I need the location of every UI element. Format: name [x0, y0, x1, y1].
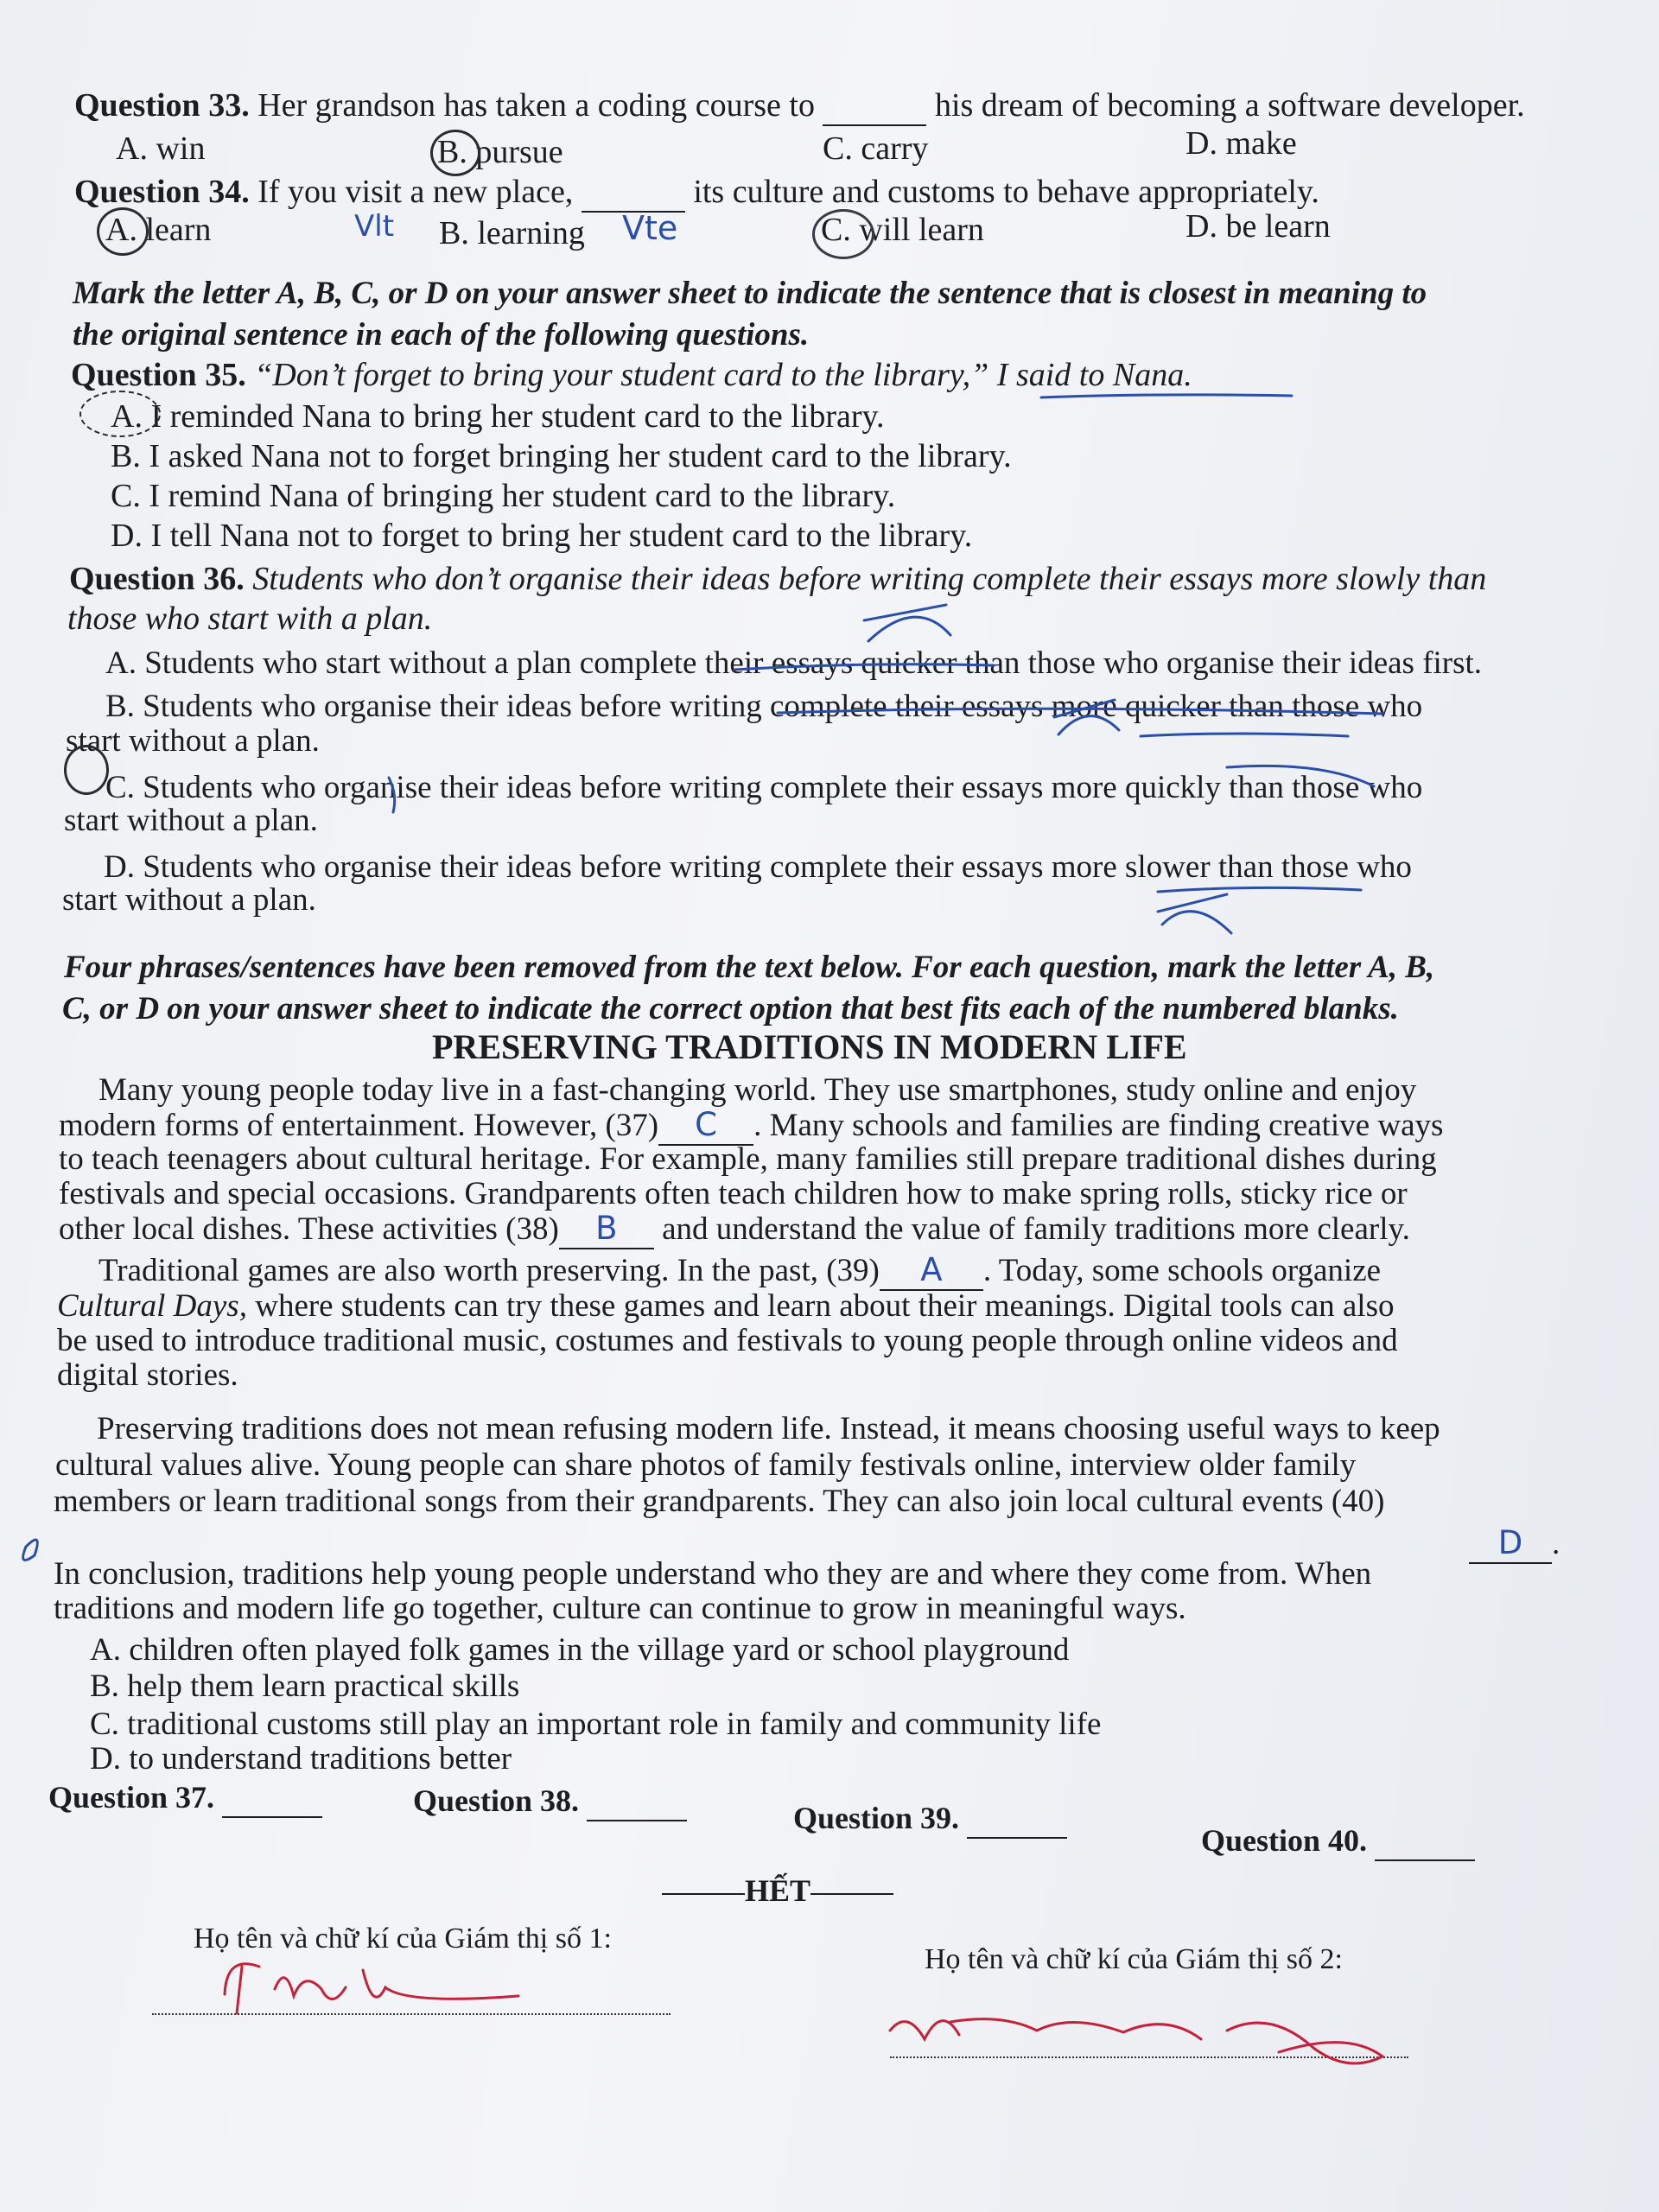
blank-40-answer: D: [1469, 1524, 1552, 1564]
q35-option-a: A. I reminded Nana to bring her student card to the library.: [111, 398, 885, 435]
p1-text-before-blank-38: other local dishes. These activities (38): [59, 1211, 559, 1247]
q35-option-d: D. I tell Nana not to forget to bring her student card to the library.: [111, 518, 973, 554]
q36-option-d-line-2: start without a plan.: [62, 882, 316, 918]
p2-line-4: digital stories.: [57, 1357, 238, 1393]
p3-line-1: Preserving traditions does not mean refusing modern life. Instead, it means choosing useful ways to keep: [97, 1411, 1440, 1446]
passage-option-d: D. to understand traditions better: [90, 1741, 512, 1777]
blank-37-answer: C: [658, 1106, 753, 1146]
blank-39-answer: A: [880, 1251, 983, 1291]
end-mark-text: HẾT: [745, 1873, 811, 1908]
question-35-stem: “Don’t forget to bring your student card to the library,” I said to Nana.: [254, 357, 1192, 393]
underline-stroke: [734, 664, 994, 670]
p1-text-before-blank-37: modern forms of entertainment. However, (37): [59, 1108, 659, 1143]
q36-option-c-line-2: start without a plan.: [64, 803, 318, 838]
q34-option-a: A. learn: [105, 212, 212, 248]
pen-scribble: [23, 1540, 38, 1560]
q36-option-a: A. Students who start without a plan complete their essays quicker than those who organise their ideas first.: [105, 645, 1483, 681]
pen-tick: [389, 778, 395, 812]
p2-text-after-blank-39: . Today, some schools organize: [982, 1253, 1382, 1288]
p1-line-1: Many young people today live in a fast-changing world. They use smartphones, study online and enjoy: [99, 1072, 1417, 1108]
question-33-text-before: Her grandson has taken a coding course to: [257, 87, 815, 124]
answer-label-38-text: Question 38.: [413, 1783, 580, 1818]
blank-38-answer: B: [559, 1210, 654, 1249]
question-35-label: Question 35.: [71, 357, 246, 393]
q34-option-c: C. will learn: [821, 212, 984, 248]
question-36-stem-1: Students who don’t organise their ideas before writing complete their essays more slowly than: [252, 561, 1487, 597]
p1-text-after-blank-38: and understand the value of family traditions more clearly.: [662, 1211, 1410, 1247]
passage-title: PRESERVING TRADITIONS IN MODERN LIFE: [432, 1027, 1187, 1066]
q33-option-d: D. make: [1185, 125, 1297, 162]
p3-blank-40-period: .: [1552, 1526, 1560, 1561]
instruction-2-line-1: Four phrases/sentences have been removed from the text below. For each question, mark the letter A, B,: [64, 950, 1435, 985]
q35-option-b: B. I asked Nana not to forget bringing her student card to the library.: [111, 438, 1012, 474]
cross-mark: [864, 605, 950, 641]
proctor-1-label: Họ tên và chữ kí của Giám thị số 1:: [194, 1923, 612, 1955]
p2-text-before-blank-39: Traditional games are also worth preserving. In the past, (39): [99, 1253, 880, 1288]
cross-mark: [1158, 894, 1231, 933]
instruction-2-line-2: C, or D on your answer sheet to indicate the correct option that best fits each of the numbered blanks.: [62, 991, 1399, 1027]
p1-line-3: to teach teenagers about cultural heritage. For example, many families still prepare traditional dishes during: [59, 1141, 1437, 1177]
instruction-1-line-2: the original sentence in each of the following questions.: [73, 317, 810, 353]
q34-option-b: B. learning: [439, 215, 585, 251]
p2-line-3: be used to introduce traditional music, costumes and festivals to young people through online videos and: [57, 1323, 1398, 1358]
q35-option-c: C. I remind Nana of bringing her student card to the library.: [111, 478, 896, 514]
underline-stroke: [1141, 734, 1348, 736]
q33-option-a: A. win: [116, 130, 206, 167]
p3-line-2: cultural values alive. Young people can share photos of family festivals online, interview older family: [55, 1447, 1357, 1483]
q34-option-d: D. be learn: [1185, 208, 1331, 245]
q36-option-b-line-1: B. Students who organise their ideas before writing complete their essays more quicker than those who: [105, 689, 1423, 724]
answer-label-37-text: Question 37.: [48, 1780, 215, 1815]
p2-line-2-rest: where students can try these games and learn about their meanings. Digital tools can also: [255, 1288, 1395, 1324]
answer-label-39-text: Question 39.: [793, 1801, 960, 1835]
question-34-label: Question 34.: [74, 174, 250, 210]
answer-label-40-text: Question 40.: [1201, 1823, 1368, 1858]
underline-stroke: [1158, 887, 1361, 892]
handwritten-note-vlt: Vlt: [354, 209, 395, 244]
question-34-text-after: its culture and customs to behave appropriately.: [693, 174, 1319, 210]
q33-option-c: C. carry: [823, 130, 929, 167]
question-34-text-before: If you visit a new place,: [257, 174, 574, 210]
underline-stroke: [1041, 395, 1292, 397]
passage-option-b: B. help them learn practical skills: [90, 1669, 520, 1704]
p1-text-after-blank-37: . Many schools and families are finding creative ways: [753, 1108, 1444, 1143]
q36-option-b-line-2: start without a plan.: [66, 723, 320, 759]
question-36-label: Question 36.: [69, 561, 245, 597]
proctor-1-signature: [225, 1964, 518, 2013]
question-36-stem-line-2: those who start with a plan.: [67, 601, 433, 637]
q33-option-b: B. pursue: [437, 134, 563, 170]
cross-mark: [1054, 700, 1119, 734]
proctor-2-label: Họ tên và chữ kí của Giám thị số 2:: [925, 1943, 1343, 1975]
proctor-2-signature: [890, 2019, 1382, 2063]
underline-stroke: [1227, 766, 1374, 786]
p3-line-6: traditions and modern life go together, culture can continue to grow in meaningful ways.: [54, 1591, 1186, 1626]
p3-line-5: In conclusion, traditions help young people understand who they are and where they come from. When: [54, 1556, 1372, 1592]
q36-option-d-line-1: D. Students who organise their ideas before writing complete their essays more slower than those who: [104, 849, 1412, 885]
question-33-text-after: his dream of becoming a software developer.: [934, 87, 1525, 124]
cultural-days-term: Cultural Days,: [57, 1288, 247, 1324]
passage-option-a: A. children often played folk games in the village yard or school playground: [90, 1632, 1070, 1668]
passage-option-c: C. traditional customs still play an important role in family and community life: [90, 1707, 1102, 1742]
p3-line-3: members or learn traditional songs from their grandparents. They can also join local cultural events (40): [54, 1484, 1385, 1519]
handwritten-note-vte: Vte: [622, 209, 678, 247]
question-33-label: Question 33.: [74, 87, 250, 124]
p1-line-4: festivals and special occasions. Grandparents often teach children how to make spring rolls, sticky rice or: [59, 1176, 1408, 1211]
q36-option-c-line-1: C. Students who organise their ideas before writing complete their essays more quickly than those who: [105, 770, 1423, 805]
instruction-1-line-1: Mark the letter A, B, C, or D on your answer sheet to indicate the sentence that is closest in meaning to: [73, 276, 1427, 311]
